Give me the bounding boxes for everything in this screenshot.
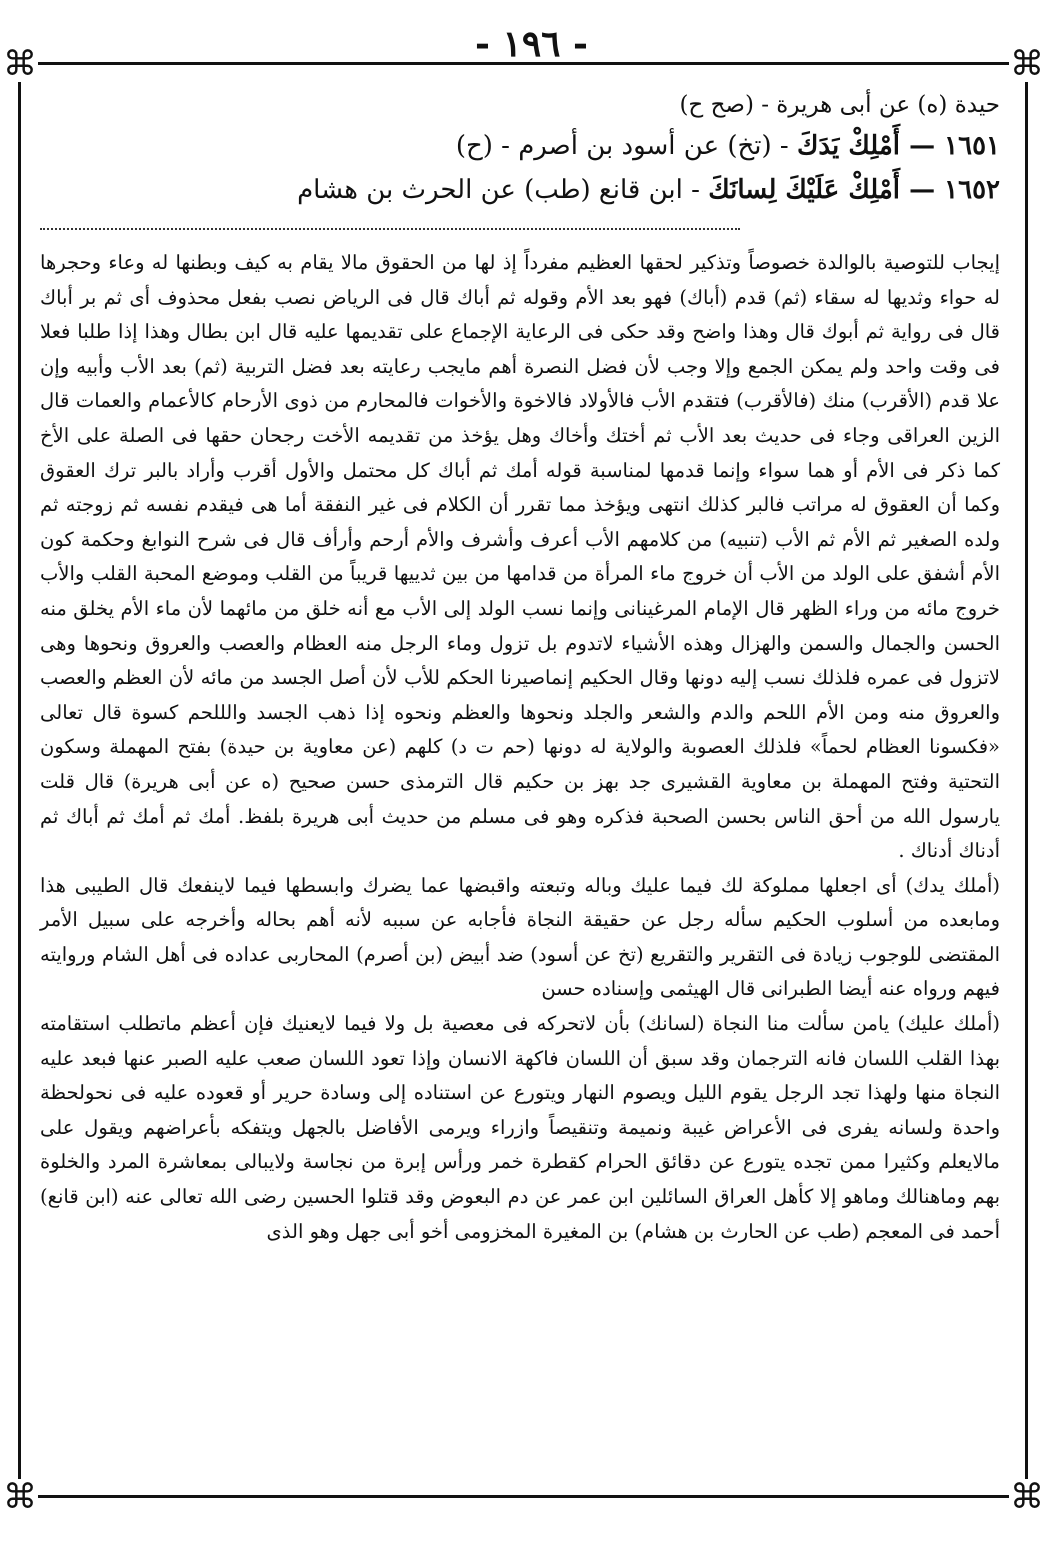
hadith-entry-1652 bbox=[40, 172, 1000, 208]
commentary-paragraph: (أملك عليك) يامن سألت منا النجاة (لسانك) بأن لاتحركه فى معصية بل ولا فيما لايعنيك فإن أعظم ماتطلب استقامته بهذا القلب اللسان فانه الترجمان وقد سبق أن اللسان فاكهة الانسان وإذا تعود اللسان صعب عليه الصبر عنها فبعد عليه النجاة منها ولهذا تجد الرجل يقوم الليل ويصوم النهار ويتورع عن استناده إلى وسادة حرير أو قعوده عليه فى نحولحظة واحدة ولسانه يفرى فى الأعراض غيبة ونميمة وتنقيصاً وازراء ويرمى الأفاضل بالجهل ويتفكه بأعراضهم ويقول على مالايعلم وكثيرا ممن تجده يتورع عن دقائق الحرام كقطرة خمر ورأس إبرة من نجاسة ولايبالى بمعاشرة المرد والخلوة بهم وماهنالك وماهو إلا كأهل العراق السائلين ابن عمر عن دم البعوض وقد قتلوا الحسين رضى الله تعالى عنه (ابن قانع) أحمد فى المعجم (طب عن الحارث بن هشام) بن المغيرة المخزومى أخو أبى جهل وهو الذى bbox=[40, 1012, 1000, 1243]
entry-number: ١٦٥١ — bbox=[909, 131, 1000, 161]
page-content bbox=[40, 90, 1000, 1249]
ornament-knot-icon: ⌘ bbox=[1010, 1477, 1044, 1517]
entry-title: أَمْلِكْ يَدَكَ bbox=[796, 131, 910, 161]
entry-number: ١٦٥٢ — bbox=[909, 175, 1000, 205]
entry-source: - (تخ) عن أسود بن أصرم - (ح) bbox=[455, 131, 797, 161]
ornament-knot-icon: ⌘ bbox=[3, 1477, 37, 1517]
entry-title: أَمْلِكْ عَلَيْكَ لِسانَكَ bbox=[708, 175, 910, 205]
dotted-separator bbox=[40, 228, 740, 230]
hadith-entry-1651 bbox=[40, 128, 1000, 164]
ornament-knot-icon: ⌘ bbox=[3, 44, 37, 84]
page-number: - ١٩٦ - bbox=[475, 23, 588, 65]
entry-source: - ابن قانع (طب) عن الحرث بن هشام bbox=[297, 175, 709, 205]
header-continuation-line: حيدة (ه) عن أبى هريرة - (صح ح) bbox=[679, 92, 1000, 118]
commentary-paragraph: (أملك يدك) أى اجعلها مملوكة لك فيما عليك وباله وتبعته واقبضها عما يضرك وابسطها فيما لاينفعك قال الطيبى هذا ومابعده من أسلوب الحكيم سأله رجل عن حقيقة النجاة فأجابه عن سببه لأنه أهم بحاله وأخرجه على سبيل الأمر المقتضى للوجوب زيادة فى التقرير والتقريع (تخ عن أسود) ضد أبيض (بن أصرم) المحاربى عداده فى أهل الشام وروايته فيهم ورواه عنه أيضا الطبرانى قال الهيثمى وإسناده حسن bbox=[40, 873, 1000, 1001]
ornament-knot-icon: ⌘ bbox=[1010, 44, 1044, 84]
commentary-paragraph: إيجاب للتوصية بالوالدة خصوصاً وتذكير لحقها العظيم مفرداً إذ لها من الحقوق مالا يقام به كيف وبطنها له وعاء وحجرها له حواء وثديها له سقاء (ثم) قدم (أباك) فهو بعد الأم وقوله ثم أباك قال فى الرياض نصب بفعل محذوف أى ثم بر أباك قال فى رواية ثم أبوك قال وهذا واضح وقد حكى فى الرعاية الإجماع على تقديمها عليه قال ابن بطال وهذا إذا طلبا فعلا فى وقت واحد ولم يمكن الجمع وإلا وجب لأن فضل النصرة أهم مايجب رعايته بعد فضل التربية (ثم) بعد الأب وأبيه وإن علا قدم (الأقرب) منك (فالأقرب) فتقدم الأب فالأولاد فالاخوة والأخوات فالمحارم من ذوى الأرحام كالأعمام والعمات قال الزين العراقى وجاء فى حديث بعد الأب ثم أختك وأخاك وهل يؤخذ من تقديمه الأخت رجحان حقها فى الصلة على الأخ كما ذكر فى الأم أو هما سواء وإنما قدمها لمناسبة قوله أمك ثم أباك كل محتمل والأول أقرب وأراد بالبر ترك العقوق وكما أن العقوق له مراتب فالبر كذلك انتهى ويؤخذ مما تقرر أن الكلام فى غير النفقة أما هى فيقدم نفسه ثم زوجته ثم ولده الصغير ثم الأم ثم الأب (تنبيه) من كلامهم الأب أعرف وأشرف والأم أرحم وأرأف قال فى شرح النوابغ وحكمة كون الأم أشفق على الولد من الأب أن خروج ماء المرأة من قدامها من بين ثدييها قريباً من القلب وموضع المحبة القلب والأب خروج مائه من وراء الظهر قال الإمام المرغينانى وإنما نسب الولد إلى الأب مع أنه خلق من مائهما لأن ماء الأم يخلق منه الحسن والجمال والسمن والهزال وهذه الأشياء لاتدوم بل تزول وماء الرجل منه العظام والعصب والعروق ونحوها وهى لاتزول فى عمره فلذلك نسب إليه دونها وقال الحكيم إنماصيرنا الحكم للأب لأن أصل الجسد من مائه لأن العظم والعصب والعروق منه ومن الأم اللحم والدم والشعر والجلد ونحوها والعظم ونحوه إذا ذهب الجسد والللحم كسوة قال تعالى «فكسونا العظام لحماً» فلذلك العصوبة والولاية له دونها (حم ت د) كلهم (عن معاوية بن حيدة) بفتح المهملة وسكون التحتية وفتح المهملة بن معاوية القشيرى جد بهز بن حكيم قال الترمذى حسن صحيح (ه عن أبى هريرة) قال قلت يارسول الله من أحق الناس بحسن الصحبة فذكره وهو فى مسلم من حديث أبى هريرة بلفظ. أمك ثم أمك ثم أباك ثم أدناك أدناك . bbox=[40, 251, 1000, 863]
commentary-body bbox=[40, 246, 1000, 1249]
